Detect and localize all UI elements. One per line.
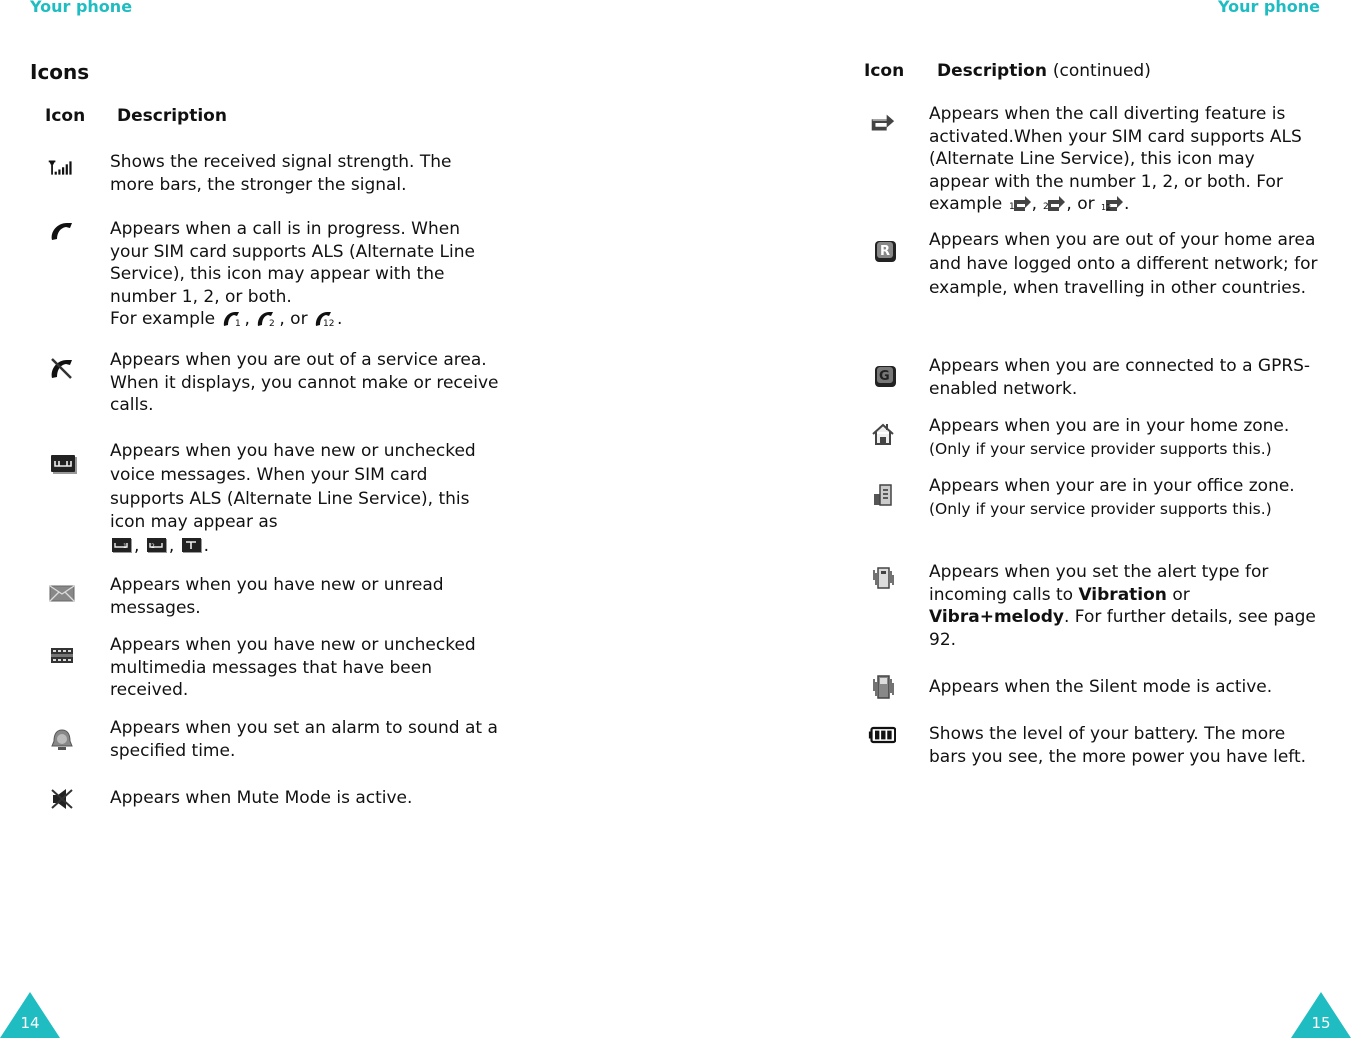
svg-text:1: 1 — [1008, 202, 1015, 213]
battery-icon — [868, 722, 896, 748]
voice-mail-line-12-icon — [181, 536, 203, 554]
roaming-icon — [871, 238, 899, 264]
option-vibra-melody: Vibra+melody — [929, 607, 1064, 628]
svg-text:12: 12 — [1101, 203, 1112, 213]
svg-text:2: 2 — [269, 319, 276, 328]
separator: , — [168, 536, 175, 557]
separator: , — [134, 536, 140, 557]
svg-text:2: 2 — [1043, 202, 1050, 213]
description-text: Appears when you have new or unchecked voice messages. When your SIM card supports ALS (Alternate Line Service), this icon may appear as — [110, 441, 476, 533]
option-vibration: Vibration — [1078, 584, 1167, 605]
call-line-12-icon — [314, 309, 336, 327]
description-text: . For further details, see page 92. — [929, 607, 1316, 650]
call-divert-icon — [868, 110, 896, 136]
icon-description: Appears when Mute Mode is active. — [110, 788, 413, 808]
icon-description — [929, 103, 1319, 216]
alarm-icon — [48, 727, 76, 753]
column-header-description-label: Description — [937, 61, 1047, 81]
icon-description: Appears when you are connected to a GPRS-enabled network. — [929, 356, 1311, 399]
voice-mail-line-2-icon — [146, 536, 168, 554]
call-line-1-icon — [222, 309, 244, 327]
divert-line-1-icon — [1009, 194, 1031, 212]
svg-text:2: 2 — [150, 543, 155, 551]
description-note: (Only if your service provider supports this.) — [929, 439, 1272, 458]
running-head: Your phone — [30, 0, 133, 16]
separator: , — [1031, 194, 1037, 215]
separator: . — [1124, 194, 1130, 215]
no-service-icon — [48, 355, 76, 381]
icon-description: Shows the received signal strength. The more bars, the stronger the signal. — [110, 152, 452, 195]
page-number-badge — [1291, 992, 1351, 1038]
separator: . — [203, 536, 210, 557]
svg-text:R: R — [880, 244, 891, 259]
running-head: Your phone — [1217, 0, 1320, 16]
page-number-badge — [0, 992, 60, 1038]
signal-strength-icon — [48, 155, 76, 181]
call-in-progress-icon — [48, 218, 76, 244]
new-message-icon — [48, 580, 76, 606]
description-text: Appears when you are in your home zone. — [929, 416, 1290, 436]
voice-mail-icon — [50, 451, 78, 477]
section-title: Icons — [30, 60, 90, 84]
icon-description: Shows the level of your battery. The more bars you see, the more power you have left. — [929, 724, 1307, 767]
icon-description — [110, 440, 500, 559]
description-note: (Only if your service provider supports this.) — [929, 499, 1272, 518]
page-number: 15 — [1311, 1014, 1331, 1032]
voice-mail-line-1-icon — [111, 536, 133, 554]
divert-line-2-icon — [1043, 194, 1065, 212]
description-text: or — [1172, 584, 1190, 605]
column-header-description: Description — [117, 106, 227, 126]
separator: . — [336, 309, 343, 330]
office-zone-icon — [869, 482, 897, 508]
icon-description — [110, 218, 500, 331]
mute-icon — [48, 786, 76, 812]
example-prefix: For example — [110, 309, 216, 330]
icon-description: Appears when you have new or unchecked multimedia messages that have been received. — [110, 635, 476, 701]
description-text: Appears when you set the alert type for incoming calls to — [929, 562, 1269, 605]
column-header-icon: Icon — [45, 106, 86, 126]
icon-description: Appears when you set an alarm to sound at a specified time. — [110, 718, 498, 761]
call-line-2-icon — [256, 309, 278, 327]
description-text: Appears when a call is in progress. When your SIM card supports ALS (Alternate Line Service), this icon may appear with the number 1, 2, or both. — [110, 219, 475, 307]
divert-line-12-icon — [1101, 194, 1123, 212]
icon-description: Appears when you are out of a service area. When it displays, you cannot make or receive calls. — [110, 350, 499, 416]
home-zone-icon — [869, 421, 897, 447]
description-text: Appears when the call diverting feature is activated.When your SIM card supports ALS (Alternate Line Service), this icon may appear with the number 1, 2, or both. — [929, 104, 1302, 192]
icon-description — [929, 561, 1319, 651]
svg-text:1: 1 — [234, 319, 241, 328]
example-prefix: For example — [929, 171, 1283, 215]
svg-text:G: G — [879, 369, 890, 384]
icon-description — [929, 415, 1329, 460]
left-page — [0, 0, 675, 1038]
description-text: Appears when your are in your office zone. — [929, 476, 1295, 496]
svg-text:1: 1 — [123, 543, 127, 551]
column-header-description — [937, 61, 1151, 81]
icon-description — [929, 475, 1319, 520]
icon-description: Appears when you are out of your home area and have logged onto a different network; for example, when travelling in other countries. — [929, 230, 1318, 298]
icon-description: Appears when the Silent mode is active. — [929, 677, 1273, 697]
separator: , or — [279, 309, 308, 330]
multimedia-message-icon — [48, 642, 76, 668]
continued-label: (continued) — [1052, 61, 1151, 81]
column-header-icon: Icon — [864, 61, 905, 81]
right-page — [676, 0, 1351, 1038]
separator: , — [244, 309, 250, 330]
separator: , or — [1066, 194, 1095, 215]
svg-text:12: 12 — [322, 319, 335, 328]
silent-mode-icon — [869, 674, 897, 700]
gprs-icon — [871, 363, 899, 389]
vibration-icon — [869, 565, 897, 591]
page-number: 14 — [20, 1014, 40, 1032]
icon-description: Appears when you have new or unread messages. — [110, 575, 444, 618]
